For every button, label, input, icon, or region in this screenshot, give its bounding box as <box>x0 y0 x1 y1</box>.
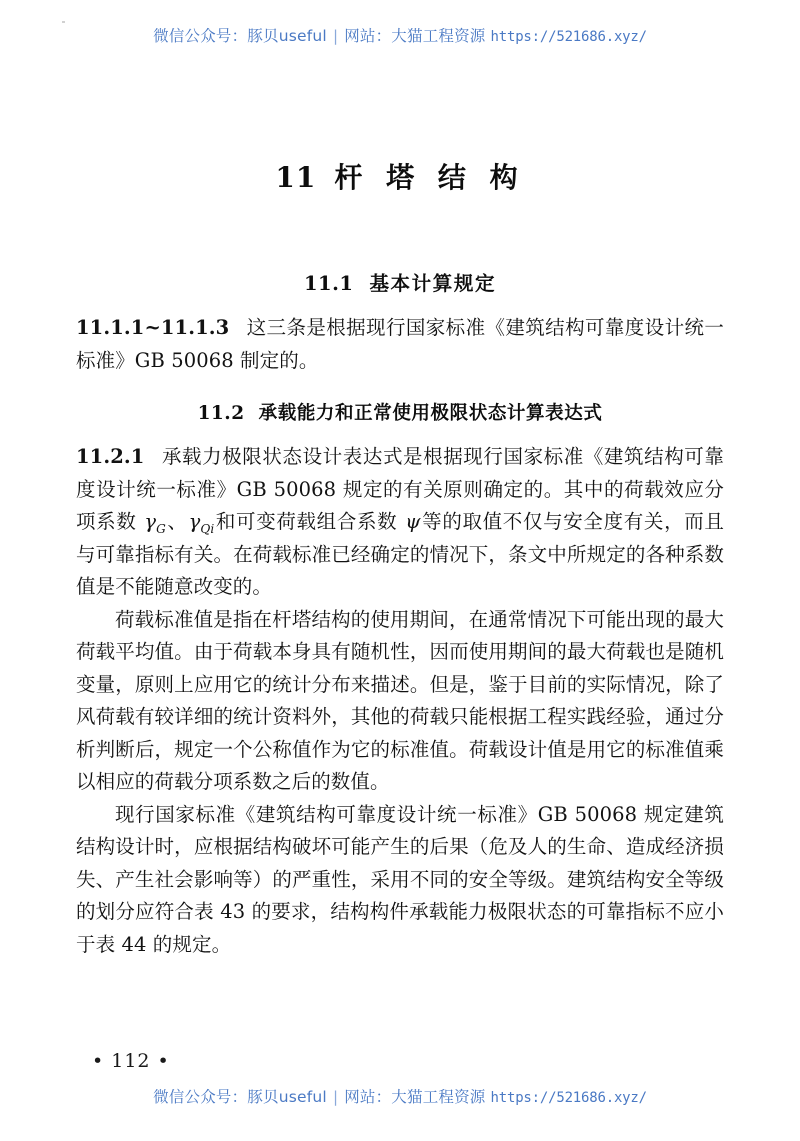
body-paragraph-1: 荷载标准值是指在杆塔结构的使用期间，在通常情况下可能出现的最大荷载平均值。由于荷载本身具有随机性，因而使用期间的最大荷载也是随机变量，原则上应用它的统计分布来描述。但是，鉴于目前的实际情况，除了风荷载有较详细的统计资料外，其他的荷载只能根据工程实践经验，通过分析判断后，规定一个公称值作为它的标准值。荷载设计值是用它的标准值乘以相应的荷载分项系数之后的数值。 <box>76 607 724 794</box>
clause-11-2-1-paragraph <box>76 441 724 604</box>
header-watermark <box>0 24 800 46</box>
clause-number-11-2-1: 11.2.1 <box>76 445 145 469</box>
clause-11-2-1-text-part3: 等的取值不仅与安全度有关，而且与可靠指标有关。在荷载标准已经确定的情况下，条文中所规定的各种系数值是不能随意改变的。 <box>76 510 724 599</box>
footer-watermark <box>0 1085 800 1107</box>
chapter-number: 11 <box>275 161 317 194</box>
gamma-g-subscript: G <box>156 522 166 537</box>
section-number-11-1: 11.1 <box>303 272 354 295</box>
clause-11-1-1-paragraph <box>76 312 724 377</box>
clause-11-2-1-text-part1: 承载力极限状态设计表达式是根据现行国家标准《建筑结构可靠度设计统一标准》GB 50068 规定的有关原则确定的。其中的荷载效应分项系数 <box>76 445 724 534</box>
gamma-g-base: γ <box>144 510 157 534</box>
gamma-qi-subscript: Qi <box>200 522 215 537</box>
symbol-gamma-g <box>143 510 167 537</box>
section-title-11-2: 承载能力和正常使用极限状态计算表达式 <box>258 403 603 425</box>
watermark-wechat-label: 微信公众号：豚贝useful <box>153 27 327 45</box>
gamma-qi-base: γ <box>188 510 201 534</box>
section-title-11-1: 基本计算规定 <box>369 272 497 295</box>
section-heading-11-2 <box>76 399 724 425</box>
body-paragraph-2: 现行国家标准《建筑结构可靠度设计统一标准》GB 50068 规定建筑结构设计时，应根据结构破坏可能产生的后果（危及人的生命、造成经济损失、产生社会影响等）的严重性，采用不同的安全等级。建筑结构安全等级的划分应符合表 43 的要求，结构构件承载能力极限状态的可靠指标不应小于表 44 的规定。 <box>76 802 724 956</box>
symbol-psi: ψ <box>405 510 421 534</box>
symbol-gamma-qi <box>188 510 216 537</box>
section-number-11-2: 11.2 <box>197 403 245 425</box>
page-content <box>76 150 724 961</box>
clause-11-1-1-text: 这三条是根据现行国家标准《建筑结构可靠度设计统一标准》GB 50068 制定的。 <box>76 316 724 372</box>
clause-11-2-1-text-part2: 和可变荷载组合系数 <box>215 510 405 534</box>
watermark-site-label: 网站：大猫工程资源 <box>344 27 486 45</box>
watermark-url: https://521686.xyz/ <box>490 29 647 45</box>
chapter-title <box>76 150 724 196</box>
clause-number-11-1-1: 11.1.1~11.1.3 <box>76 316 230 340</box>
page-number: • 112 • <box>92 1050 170 1072</box>
footer-watermark-url: https://521686.xyz/ <box>490 1090 647 1106</box>
symbol-separator: 、 <box>166 510 188 534</box>
scan-speck <box>62 21 65 23</box>
footer-watermark-site-label: 网站：大猫工程资源 <box>344 1088 486 1106</box>
section-heading-11-1 <box>76 268 724 296</box>
footer-watermark-wechat-label: 微信公众号：豚贝useful <box>153 1088 327 1106</box>
watermark-separator: | <box>332 27 339 45</box>
chapter-title-text: 杆 塔 结 构 <box>334 161 525 194</box>
footer-watermark-separator: | <box>332 1088 339 1106</box>
